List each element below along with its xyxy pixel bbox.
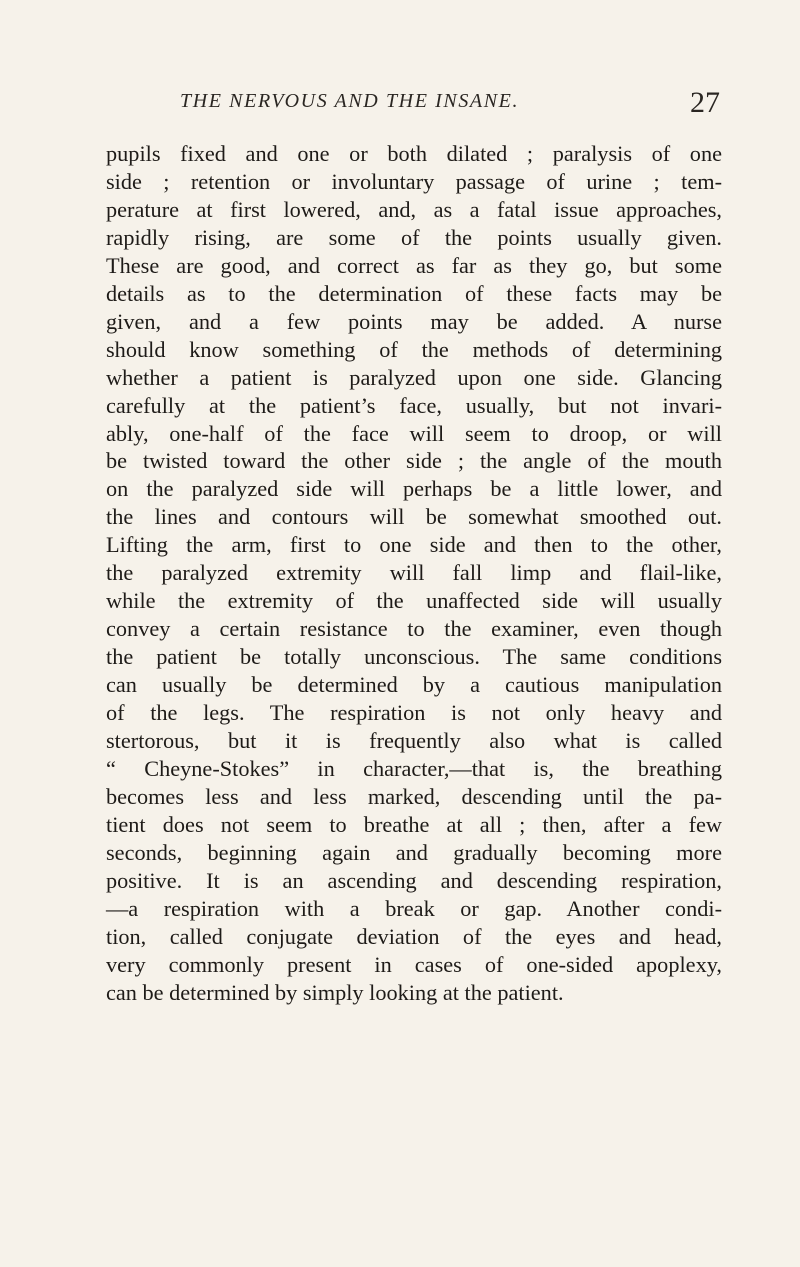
text-line: details as to the determination of these facts may be	[106, 280, 722, 306]
text-line: very commonly present in cases of one-sided apoplexy,	[106, 951, 722, 977]
text-line: the paralyzed extremity will fall limp and flail-like,	[106, 560, 722, 586]
text-line: on the paralyzed side will perhaps be a little lower, and	[106, 476, 722, 502]
text-line: “ Cheyne-Stokes” in character,—that is, the breathing	[106, 755, 722, 781]
running-head	[180, 88, 720, 124]
text-line: stertorous, but it is frequently also what is called	[106, 728, 722, 754]
text-line: the lines and contours will be somewhat smoothed out.	[106, 504, 722, 530]
text-line: can usually be determined by a cautious manipulation	[106, 672, 722, 698]
text-line: Lifting the arm, first to one side and then to the other,	[106, 532, 722, 558]
page-number: 27	[690, 86, 720, 119]
text-line: while the extremity of the unaffected side will usually	[106, 588, 722, 614]
text-line: be twisted toward the other side ; the angle of the mouth	[106, 448, 722, 474]
text-line: pupils fixed and one or both dilated ; paralysis of one	[106, 141, 722, 166]
text-line: tient does not seem to breathe at all ; then, after a few	[106, 811, 722, 837]
text-line: perature at first lowered, and, as a fatal issue approaches,	[106, 196, 722, 222]
text-line: can be determined by simply looking at the patient.	[106, 979, 564, 1005]
text-line: convey a certain resistance to the examiner, even though	[106, 616, 722, 642]
running-title: THE NERVOUS AND THE INSANE.	[180, 90, 520, 112]
text-line: given, and a few points may be added. A nurse	[106, 308, 722, 334]
body-paragraph	[106, 140, 722, 1007]
text-line: positive. It is an ascending and descending respiration,	[106, 867, 722, 893]
text-line: tion, called conjugate deviation of the eyes and head,	[106, 923, 722, 949]
text-line: side ; retention or involuntary passage of urine ; tem-	[106, 168, 722, 194]
text-line: of the legs. The respiration is not only heavy and	[106, 700, 722, 726]
text-line: carefully at the patient’s face, usually, but not invari-	[106, 392, 722, 418]
text-line: rapidly rising, are some of the points usually given.	[106, 224, 722, 250]
text-line: should know something of the methods of determining	[106, 336, 722, 362]
text-line: These are good, and correct as far as they go, but some	[106, 252, 722, 278]
text-line: ably, one-half of the face will seem to droop, or will	[106, 420, 722, 446]
text-line: becomes less and less marked, descending until the pa-	[106, 783, 722, 809]
text-line: seconds, beginning again and gradually becoming more	[106, 839, 722, 865]
text-line: —a respiration with a break or gap. Another condi-	[106, 895, 722, 921]
text-line: whether a patient is paralyzed upon one side. Glancing	[106, 364, 722, 390]
text-line: the patient be totally unconscious. The same conditions	[106, 644, 722, 670]
